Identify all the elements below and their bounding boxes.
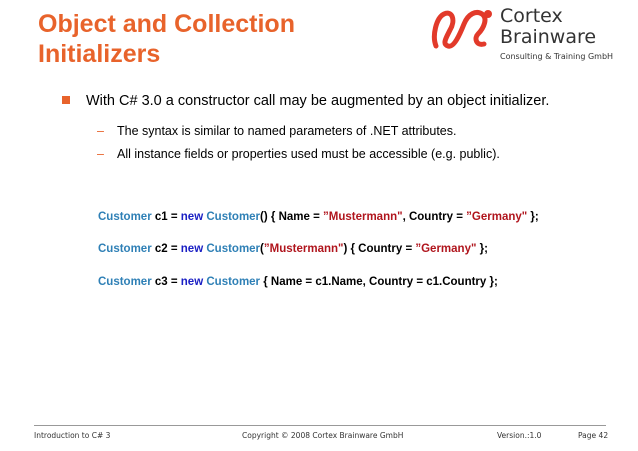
logo-name bbox=[500, 6, 596, 48]
code-text: c2 = bbox=[151, 243, 181, 255]
logo-tagline: Consulting & Training GmbH bbox=[500, 52, 614, 61]
main-bullet-text: With C# 3.0 a constructor call may be augmented by an object initializer. bbox=[86, 93, 550, 109]
code-type: Customer bbox=[206, 243, 261, 255]
bullet-square-icon bbox=[62, 96, 70, 104]
code-line-3 bbox=[98, 275, 498, 289]
code-keyword: new bbox=[180, 276, 204, 288]
code-string: ”Mustermann" bbox=[263, 243, 344, 255]
code-string: ”Germany" bbox=[466, 211, 528, 223]
slide-title bbox=[38, 9, 295, 69]
logo-name-line-2: Brainware bbox=[500, 26, 597, 48]
code-keyword: new bbox=[180, 243, 204, 255]
cortex-logo-icon bbox=[430, 6, 496, 50]
sub-bullet-text: All instance fields or properties used must be accessible (e.g. public). bbox=[117, 147, 500, 161]
footer-copyright: Copyright © 2008 Cortex Brainware GmbH bbox=[242, 431, 404, 440]
code-type: Customer bbox=[206, 276, 261, 288]
code-text: { Name = c1.Name, Country = c1.Country }; bbox=[260, 276, 498, 288]
footer-divider bbox=[34, 425, 606, 426]
code-type: Customer bbox=[98, 276, 152, 288]
code-type: Customer bbox=[98, 211, 152, 223]
code-line-2 bbox=[98, 242, 488, 256]
code-text: ( bbox=[260, 243, 264, 255]
code-keyword: new bbox=[180, 211, 204, 223]
footer-version: Version.:1.0 bbox=[497, 431, 542, 440]
code-text: c1 = bbox=[151, 211, 181, 223]
code-type: Customer bbox=[98, 243, 152, 255]
footer-page-number: Page 42 bbox=[578, 431, 609, 440]
slide-title-line-2: Initializers bbox=[38, 40, 161, 68]
logo-name-line-1: Cortex bbox=[500, 5, 563, 27]
code-string: ”Mustermann" bbox=[323, 211, 403, 223]
code-text: , Country = bbox=[402, 211, 467, 223]
dash-icon: – bbox=[97, 124, 104, 138]
code-text: () { Name = bbox=[260, 211, 323, 223]
footer-course-title: Introduction to C# 3 bbox=[34, 431, 111, 440]
code-string: ”Germany" bbox=[415, 243, 477, 255]
code-type: Customer bbox=[206, 211, 261, 223]
sub-bullet-text: The syntax is similar to named parameters of .NET attributes. bbox=[117, 124, 457, 138]
code-line-1 bbox=[98, 210, 539, 224]
code-text: }; bbox=[476, 243, 488, 255]
code-text: ) { Country = bbox=[343, 243, 416, 255]
code-text: }; bbox=[527, 211, 539, 223]
company-logo bbox=[430, 4, 630, 66]
dash-icon: – bbox=[97, 147, 104, 161]
slide-title-line-1: Object and Collection bbox=[38, 10, 295, 38]
code-text: c3 = bbox=[151, 276, 181, 288]
